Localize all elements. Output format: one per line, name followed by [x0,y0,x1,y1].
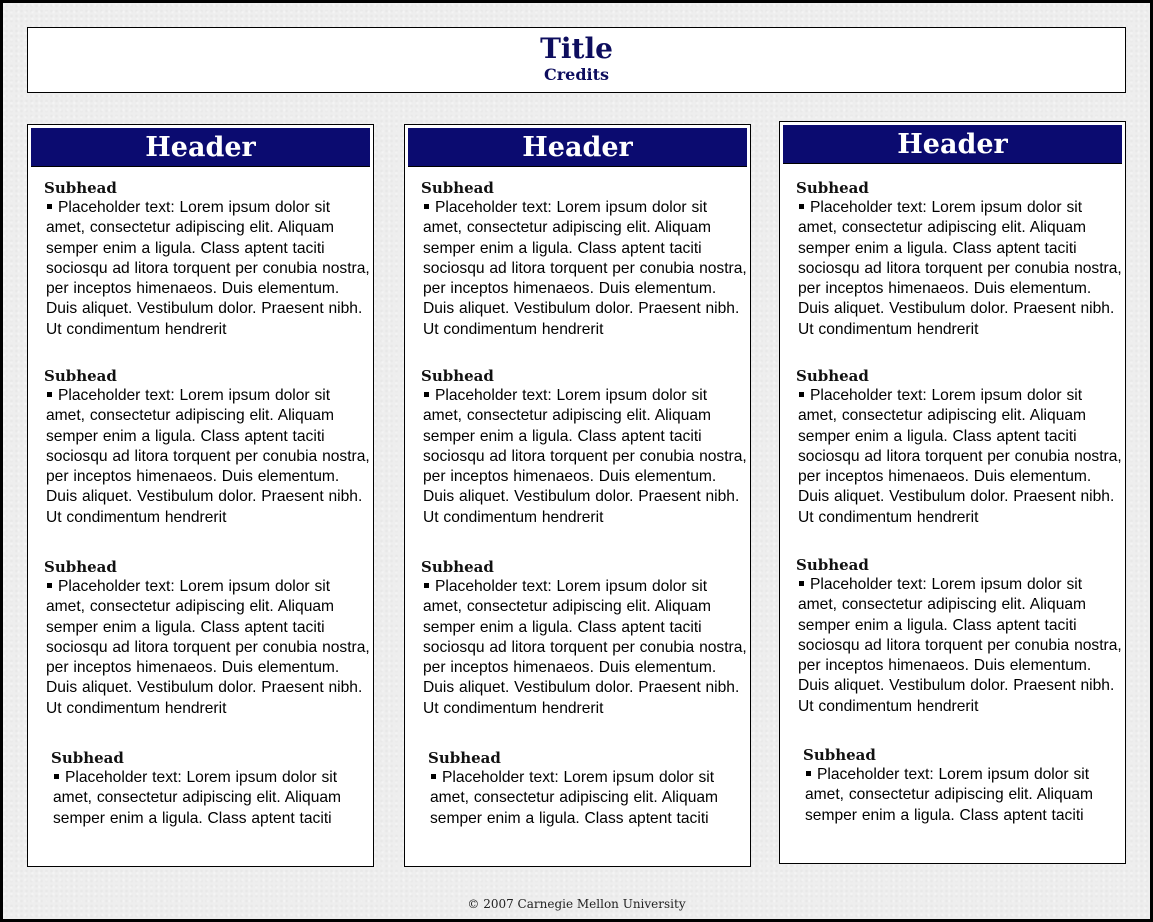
column-header: Header [408,128,747,167]
body-paragraph [423,386,747,528]
body-paragraph [798,575,1122,717]
body-paragraph [798,198,1122,340]
body-paragraph [53,768,377,829]
body-text: Placeholder text: Lorem ipsum dolor sit amet, consectetur adipiscing elit. Aliquam semper enim a ligula. Class aptent taciti sociosqu ad litora torquent per conubia nostra, per inceptos himenaeos. Duis elementum. Duis aliquet. Vestibulum dolor. Praesent nibh. Ut condimentum hendrerit [423,578,747,717]
bullet-icon [799,204,804,209]
body-text: Placeholder text: Lorem ipsum dolor sit amet, consectetur adipiscing elit. Aliquam semper enim a ligula. Class aptent taciti [53,769,342,827]
subhead: Subhead [51,749,124,767]
text-section [423,557,747,719]
bullet-icon [806,771,811,776]
text-section [798,555,1122,717]
text-section [430,748,754,829]
subhead: Subhead [44,367,117,385]
poster-credits: Credits [543,65,609,84]
subhead: Subhead [421,558,494,576]
body-paragraph [46,198,370,340]
body-paragraph [46,386,370,528]
text-section [798,366,1122,528]
copyright-footer: © 2007 Carnegie Mellon University [467,897,686,911]
text-section [53,748,377,829]
bullet-icon [424,392,429,397]
bullet-icon [424,583,429,588]
subhead: Subhead [421,179,494,197]
title-banner [27,27,1126,93]
body-paragraph [430,768,754,829]
body-text: Placeholder text: Lorem ipsum dolor sit amet, consectetur adipiscing elit. Aliquam semper enim a ligula. Class aptent taciti sociosqu ad litora torquent per conubia nostra, per inceptos himenaeos. Duis elementum. Duis aliquet. Vestibulum dolor. Praesent nibh. Ut condimentum hendrerit [46,199,370,338]
body-text: Placeholder text: Lorem ipsum dolor sit amet, consectetur adipiscing elit. Aliquam semper enim a ligula. Class aptent taciti sociosqu ad litora torquent per conubia nostra, per inceptos himenaeos. Duis elementum. Duis aliquet. Vestibulum dolor. Praesent nibh. Ut condimentum hendrerit [798,199,1122,338]
bullet-icon [47,583,52,588]
subhead: Subhead [44,558,117,576]
column-3 [779,121,1126,864]
body-text: Placeholder text: Lorem ipsum dolor sit amet, consectetur adipiscing elit. Aliquam semper enim a ligula. Class aptent taciti sociosqu ad litora torquent per conubia nostra, per inceptos himenaeos. Duis elementum. Duis aliquet. Vestibulum dolor. Praesent nibh. Ut condimentum hendrerit [798,576,1122,715]
body-paragraph [423,577,747,719]
body-text: Placeholder text: Lorem ipsum dolor sit amet, consectetur adipiscing elit. Aliquam semper enim a ligula. Class aptent taciti sociosqu ad litora torquent per conubia nostra, per inceptos himenaeos. Duis elementum. Duis aliquet. Vestibulum dolor. Praesent nibh. Ut condimentum hendrerit [46,578,370,717]
body-text: Placeholder text: Lorem ipsum dolor sit amet, consectetur adipiscing elit. Aliquam semper enim a ligula. Class aptent taciti sociosqu ad litora torquent per conubia nostra, per inceptos himenaeos. Duis elementum. Duis aliquet. Vestibulum dolor. Praesent nibh. Ut condimentum hendrerit [798,387,1122,526]
bullet-icon [47,392,52,397]
bullet-icon [431,774,436,779]
text-section [423,178,747,340]
body-paragraph [798,386,1122,528]
bullet-icon [54,774,59,779]
body-paragraph [805,765,1129,826]
text-section [46,178,370,340]
bullet-icon [47,204,52,209]
subhead: Subhead [428,749,501,767]
text-section [798,178,1122,340]
column-2 [404,124,751,867]
subhead: Subhead [796,179,869,197]
body-paragraph [46,577,370,719]
body-text: Placeholder text: Lorem ipsum dolor sit amet, consectetur adipiscing elit. Aliquam semper enim a ligula. Class aptent taciti sociosqu ad litora torquent per conubia nostra, per inceptos himenaeos. Duis elementum. Duis aliquet. Vestibulum dolor. Praesent nibh. Ut condimentum hendrerit [423,199,747,338]
text-section [423,366,747,528]
column-header: Header [31,128,370,167]
text-section [46,366,370,528]
subhead: Subhead [803,746,876,764]
body-text: Placeholder text: Lorem ipsum dolor sit amet, consectetur adipiscing elit. Aliquam semper enim a ligula. Class aptent taciti sociosqu ad litora torquent per conubia nostra, per inceptos himenaeos. Duis elementum. Duis aliquet. Vestibulum dolor. Praesent nibh. Ut condimentum hendrerit [46,387,370,526]
bullet-icon [799,581,804,586]
subhead: Subhead [421,367,494,385]
column-header: Header [783,125,1122,164]
poster-title: Title [540,32,613,65]
column-1 [27,124,374,867]
body-paragraph [423,198,747,340]
poster-page [3,3,1150,919]
body-text: Placeholder text: Lorem ipsum dolor sit amet, consectetur adipiscing elit. Aliquam semper enim a ligula. Class aptent taciti [430,769,719,827]
bullet-icon [799,392,804,397]
text-section [46,557,370,719]
subhead: Subhead [44,179,117,197]
subhead: Subhead [796,556,869,574]
text-section [805,745,1129,826]
body-text: Placeholder text: Lorem ipsum dolor sit amet, consectetur adipiscing elit. Aliquam semper enim a ligula. Class aptent taciti sociosqu ad litora torquent per conubia nostra, per inceptos himenaeos. Duis elementum. Duis aliquet. Vestibulum dolor. Praesent nibh. Ut condimentum hendrerit [423,387,747,526]
bullet-icon [424,204,429,209]
subhead: Subhead [796,367,869,385]
body-text: Placeholder text: Lorem ipsum dolor sit amet, consectetur adipiscing elit. Aliquam semper enim a ligula. Class aptent taciti [805,766,1094,824]
